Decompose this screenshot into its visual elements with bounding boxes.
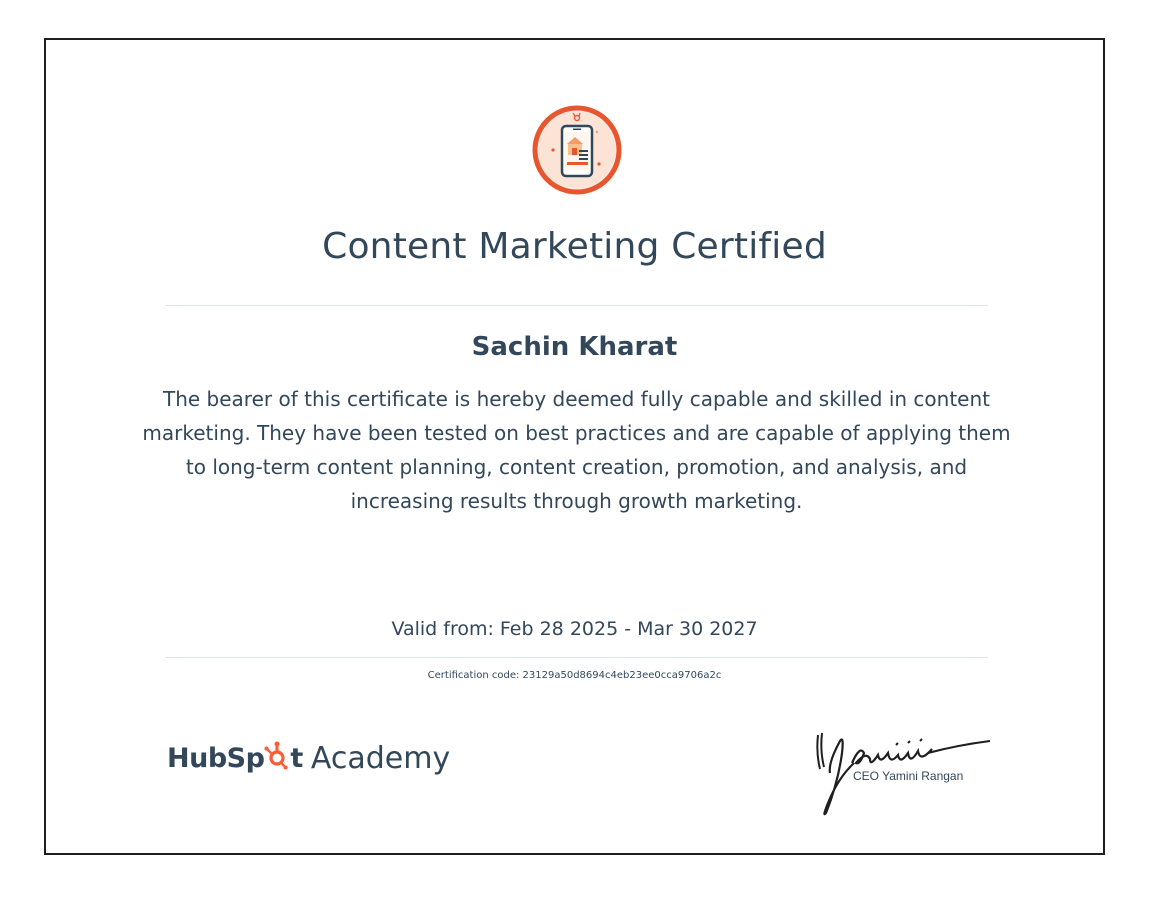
- logo-t-text: t: [290, 742, 303, 774]
- logo-hub-text: HubSp: [167, 742, 265, 774]
- hubspot-academy-logo: [167, 736, 450, 780]
- recipient-name: Sachin Kharat: [471, 332, 678, 362]
- certificate-title: Content Marketing Certified: [322, 226, 827, 267]
- validity-dates: Valid from: Feb 28 2025 - Mar 30 2027: [391, 618, 758, 640]
- logo-academy-text: Academy: [310, 740, 451, 776]
- divider: [166, 305, 988, 306]
- certification-code: Certification code: 23129a50d8694c4eb23ee0cca9706a2c: [427, 670, 722, 681]
- content-marketing-badge-icon: [531, 104, 623, 196]
- hubspot-sprocket-icon: [264, 740, 290, 770]
- divider: [166, 657, 988, 658]
- certificate: [44, 38, 1105, 855]
- certificate-description: The bearer of this certificate is hereby deemed fully capable and skilled in content marketing. They have been tested on best practices and are capable of applying them to long-term content planning, content creation, promotion, and analysis, and increasing results through growth marketing.: [142, 387, 1011, 513]
- logo-wordmark: [167, 743, 303, 774]
- signer-title: CEO Yamini Rangan: [853, 769, 964, 783]
